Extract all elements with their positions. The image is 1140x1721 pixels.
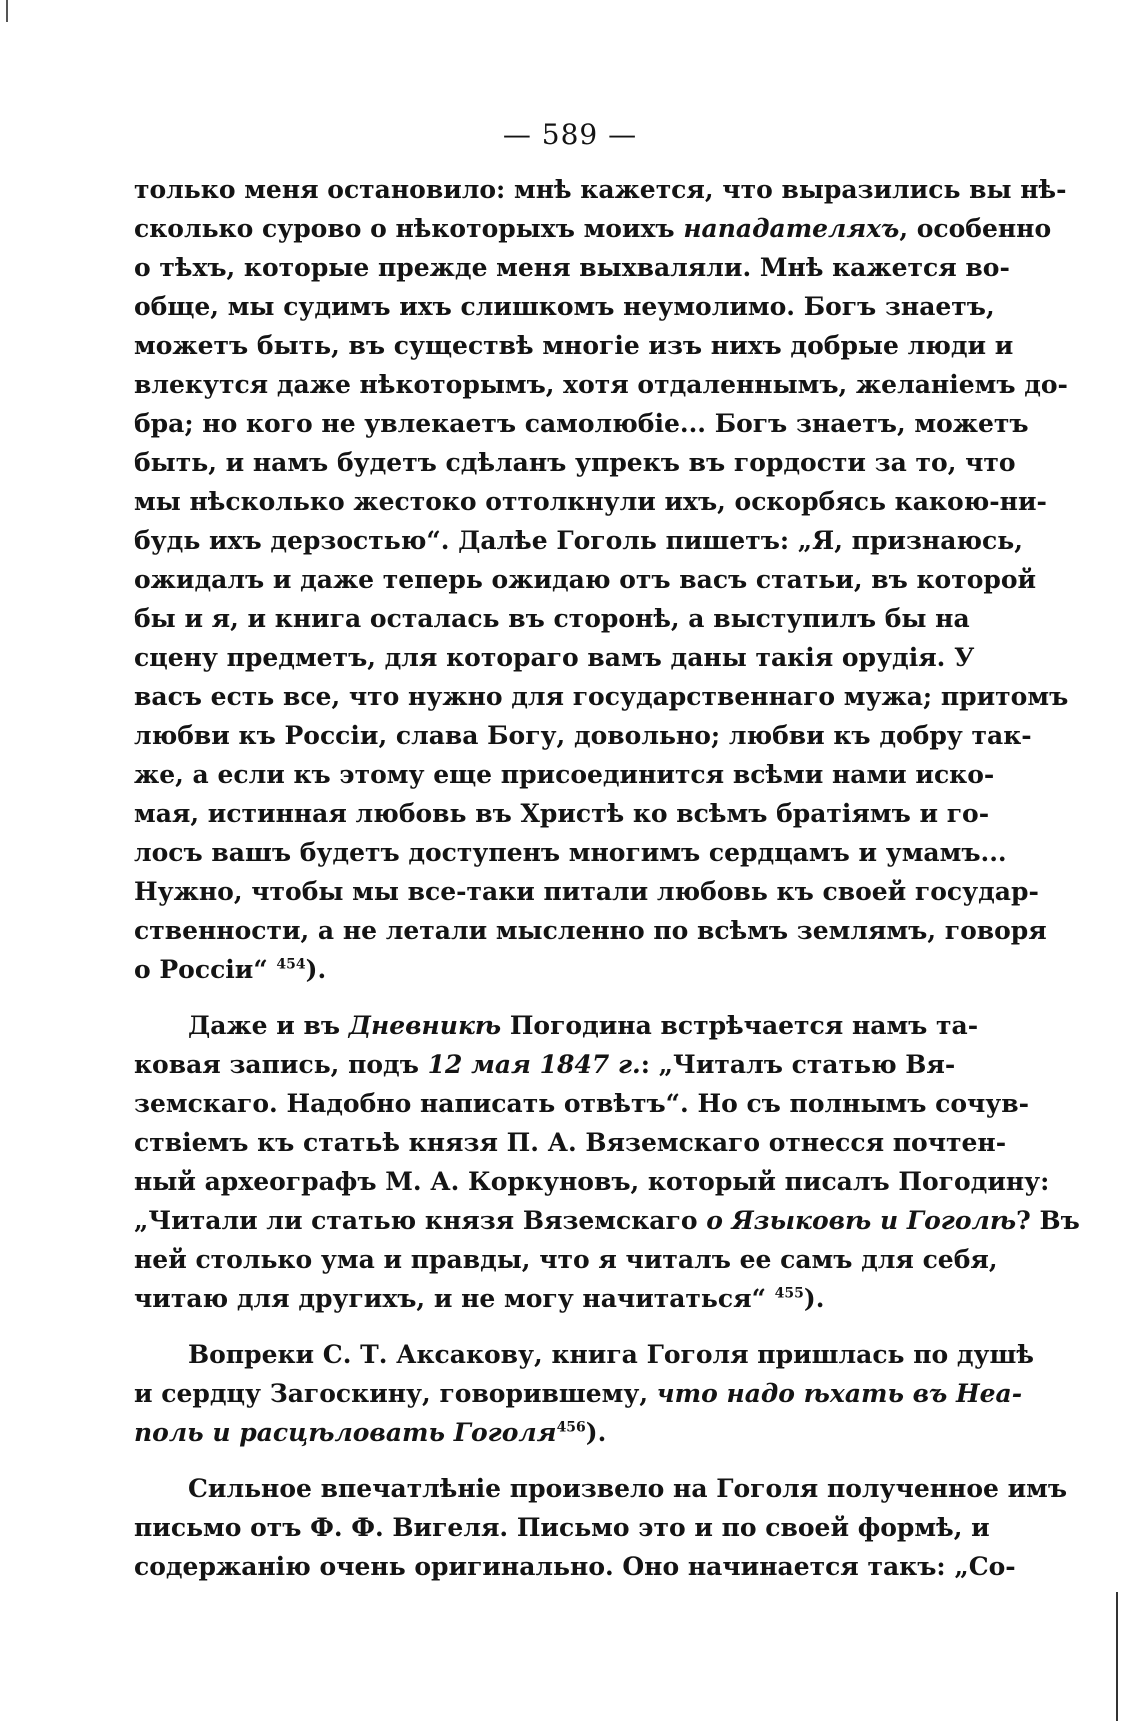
italic-quote: что надо ѣхать въ Неа- [656,1379,1023,1408]
text-line: читаю для другихъ, и не могу начитаться“ $^{455}$). [134,1284,825,1313]
footnote-marker: 455 [774,1285,804,1302]
text-line: лосъ вашъ будетъ доступенъ многимъ сердцамъ и умамъ... [134,838,1007,867]
text-line: содержанію очень оригинально. Оно начинается такъ: „Со- [134,1552,1016,1581]
text-line: Даже и въ Дневникѣ Погодина встрѣчается намъ та- [188,1011,979,1040]
text-line: земскаго. Надобно написать отвѣтъ“. Но съ полнымъ сочув- [134,1089,1030,1118]
text-line: только меня остановило: мнѣ кажется, что выразились вы нѣ- [134,175,1067,204]
scan-edge-mark [1116,1592,1118,1721]
text-line: любви къ Россіи, слава Богу, довольно; любви къ добру так- [134,721,1032,750]
text-line: ней столько ума и правды, что я читалъ ее самъ для себя, [134,1245,998,1274]
scan-edge-mark [6,0,8,22]
text-line: о тѣхъ, которые прежде меня выхваляли. Мнѣ кажется во- [134,253,1010,282]
text-line: ожидалъ и даже теперь ожидаю отъ васъ статьи, въ которой [134,565,1037,594]
text-line: ный археографъ М. А. Коркуновъ, который писалъ Погодину: [134,1167,1050,1196]
footnote-marker: 454 [276,956,306,973]
text-line: поль и расцѣловать Гоголя$^{456}$). [134,1418,607,1447]
text-line: сколько сурово о нѣкоторыхъ моихъ нападателяхъ, особенно [134,214,1052,243]
text-line: васъ есть все, что нужно для государственнаго мужа; притомъ [134,682,1069,711]
text-line: ствіемъ къ статьѣ князя П. А. Вяземскаго отнесся почтен- [134,1128,1007,1157]
italic-quote: поль и расцѣловать Гоголя [134,1418,557,1447]
text-line: Вопреки С. Т. Аксакову, книга Гоголя пришлась по душѣ [188,1340,1034,1369]
text-line: „Читали ли статью князя Вяземскаго о Языковѣ и Гоголѣ? Въ [134,1206,1080,1235]
text-line: же, а если къ этому еще присоединится всѣми нами иско- [134,760,995,789]
text-line: письмо отъ Ф. Ф. Вигеля. Письмо это и по своей формѣ, и [134,1513,990,1542]
italic-term: нападателяхъ [683,214,900,243]
text-line: ственности, а не летали мысленно по всѣмъ землямъ, говоря [134,916,1047,945]
text-line: мы нѣсколько жестоко оттолкнули ихъ, оскорбясь какою-ни- [134,487,1047,516]
text-line: сцену предметъ, для котораго вамъ даны такія орудія. У [134,643,975,672]
text-line: будь ихъ дерзостью“. Далѣе Гоголь пишетъ: „Я, признаюсь, [134,526,1023,555]
text-line: быть, и намъ будетъ сдѣланъ упрекъ въ гордости за то, что [134,448,1016,477]
text-line: можетъ быть, въ существѣ многіе изъ нихъ добрые люди и [134,331,1014,360]
text-line: мая, истинная любовь въ Христѣ ко всѣмъ братіямъ и го- [134,799,990,828]
text-line: обще, мы судимъ ихъ слишкомъ неумолимо. Богъ знаетъ, [134,292,995,321]
italic-term: Дневникѣ [348,1011,502,1040]
page-number: — 589 — [502,118,638,151]
text-line: ковая запись, подъ 12 мая 1847 г.: „Читалъ статью Вя- [134,1050,956,1079]
main-text [134,170,1080,1586]
text-line: Нужно, чтобы мы все-таки питали любовь къ своей государ- [134,877,1039,906]
text-line: бы и я, и книга осталась въ сторонѣ, а выступилъ бы на [134,604,970,633]
text-line: о Россіи“ $^{454}$). [134,955,327,984]
italic-date: 12 мая 1847 г. [427,1050,641,1079]
text-line: влекутся даже нѣкоторымъ, хотя отдаленнымъ, желаніемъ до- [134,370,1068,399]
footnote-marker: 456 [556,1419,586,1436]
text-line: Сильное впечатлѣніе произвело на Гоголя полученное имъ [188,1474,1068,1503]
italic-term: о Языковѣ и Гоголѣ [706,1206,1017,1235]
text-line: и сердцу Загоскину, говорившему, что надо ѣхать въ Неа- [134,1379,1023,1408]
text-line: бра; но кого не увлекаетъ самолюбіе... Богъ знаетъ, можетъ [134,409,1029,438]
